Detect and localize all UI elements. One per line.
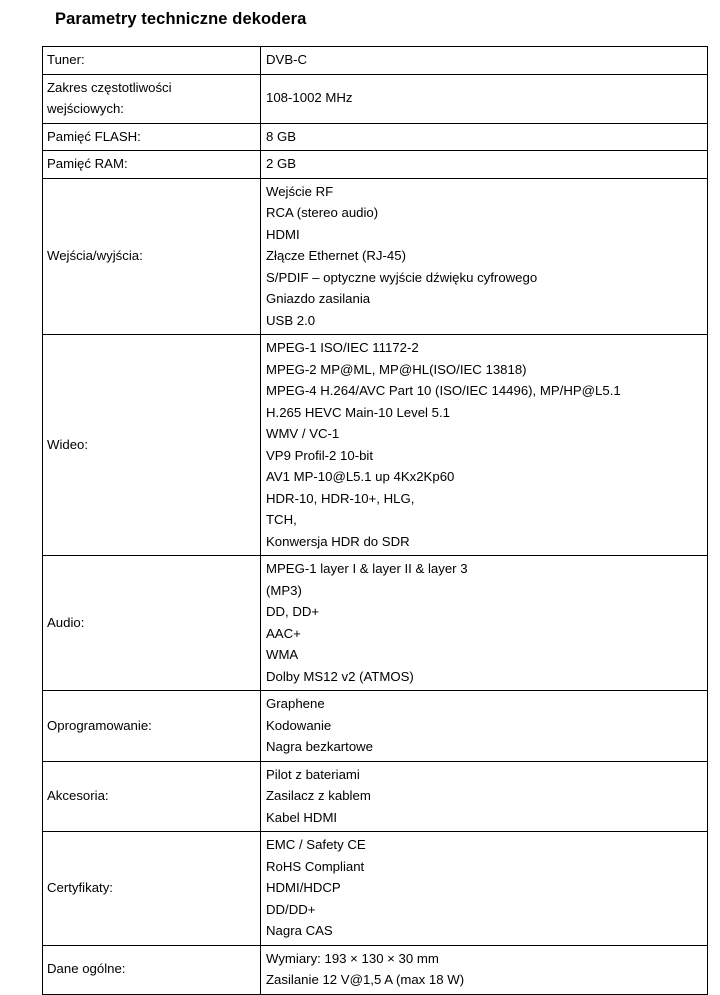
table-row [43,47,708,75]
spec-label-cell [43,761,261,832]
table-row [43,945,708,994]
specs-table-body [43,47,708,995]
spec-value-cell [261,945,708,994]
spec-value-line: Dolby MS12 v2 (ATMOS) [266,668,414,684]
spec-label-line: wejściowych: [47,101,124,116]
spec-label [43,783,260,810]
spec-value-cell [261,761,708,832]
spec-label-cell [43,691,261,762]
spec-value [261,335,707,555]
spec-value-line: USB 2.0 [266,312,316,328]
spec-value [261,762,707,832]
spec-label-line: Wideo: [47,436,89,452]
spec-label-cell [43,178,261,335]
spec-value-line: AV1 MP-10@L5.1 up 4Kx2Kp60 [266,469,455,484]
spec-label-line: Pamięć RAM: [47,156,128,171]
spec-label [43,151,260,178]
spec-value [261,832,707,945]
spec-label [43,610,260,637]
spec-value [261,691,707,761]
spec-label-cell [43,74,261,123]
spec-label [43,243,260,270]
table-row [43,335,708,556]
spec-label [43,432,260,459]
table-row [43,761,708,832]
spec-value-line: RoHS Compliant [266,858,365,874]
spec-value-line: Wejście RF [266,183,334,199]
spec-value [261,946,707,994]
spec-value-cell [261,74,708,123]
spec-value-line: Gniazdo zasilania [266,291,371,306]
page-title: Parametry techniczne dekodera [55,10,307,28]
spec-value-line: EMC / Safety CE [266,837,366,852]
spec-value-line: DVB-C [266,52,308,67]
spec-label-line: Akcesoria: [47,788,109,803]
spec-label-cell [43,556,261,691]
spec-value [261,124,707,151]
spec-value-line: Złącze Ethernet (RJ-45) [266,248,406,263]
spec-value-cell [261,178,708,335]
spec-value-line: Konwersja HDR do SDR [266,533,410,549]
spec-value-line: Wymiary: 193 × 130 × 30 mm [266,950,439,966]
spec-label [43,47,260,74]
spec-value [261,179,707,335]
table-row [43,556,708,691]
spec-label-line: Certyfikaty: [47,880,113,895]
spec-value-line: VP9 Profil-2 10-bit [266,447,374,463]
spec-label [43,75,260,123]
spec-value-line: Pilot z bateriami [266,766,360,782]
spec-value-line: HDMI [266,226,300,242]
spec-label [43,956,260,983]
spec-value-line: Nagra bezkartowe [266,739,374,754]
spec-label-line: Dane ogólne: [47,961,126,977]
spec-value [261,151,707,178]
technical-specs-table [42,46,708,995]
spec-value-line: Kabel HDMI [266,809,338,825]
spec-value-cell [261,691,708,762]
spec-value [261,85,707,112]
spec-value-line: Nagra CAS [266,923,333,938]
spec-label-line: Audio: [47,614,85,630]
spec-label-cell [43,945,261,994]
spec-label-cell [43,47,261,75]
table-row [43,178,708,335]
table-row [43,691,708,762]
spec-value-line: HDMI/HDCP [266,880,341,895]
spec-label [43,875,260,902]
spec-label-cell [43,123,261,151]
spec-label-line: Wejścia/wyjścia: [47,248,143,263]
spec-value-line: TCH, [266,512,297,527]
spec-label-line: Tuner: [47,52,85,67]
spec-value-line: DD, DD+ [266,604,320,619]
spec-value [261,47,707,74]
spec-label-cell [43,832,261,946]
spec-label-line: Oprogramowanie: [47,717,152,733]
spec-value-cell [261,151,708,179]
spec-label-cell [43,335,261,556]
spec-value-line: WMV / VC-1 [266,426,340,441]
spec-value-line: S/PDIF – optyczne wyjście dźwięku cyfrowego [266,269,538,285]
spec-label-line: Zakres częstotliwości [47,79,172,95]
spec-value-line: 8 GB [266,128,297,144]
spec-value-line: MPEG-4 H.264/AVC Part 10 (ISO/IEC 14496), MP/HP@L5.1 [266,383,621,398]
spec-label [43,124,260,151]
spec-value-line: Kodowanie [266,717,332,733]
spec-value-line: DD/DD+ [266,901,316,917]
spec-value-line: MPEG-1 ISO/IEC 11172-2 [266,340,419,355]
spec-value [261,556,707,690]
spec-value-line: AAC+ [266,625,301,641]
spec-value-line: (MP3) [266,582,302,598]
spec-value-line: H.265 HEVC Main-10 Level 5.1 [266,404,450,420]
spec-value-line: WMA [266,647,299,662]
spec-value-line: MPEG-1 layer I & layer II & layer 3 [266,561,468,576]
spec-label [43,713,260,740]
spec-value-line: RCA (stereo audio) [266,205,379,220]
table-row [43,74,708,123]
spec-value-line: 2 GB [266,156,297,171]
spec-value-cell [261,47,708,75]
table-row [43,123,708,151]
spec-value-cell [261,556,708,691]
spec-value-line: Zasilacz z kablem [266,788,371,803]
table-row [43,151,708,179]
spec-value-cell [261,832,708,946]
spec-value-line: Graphene [266,696,325,711]
spec-value-line: Zasilanie 12 V@1,5 A (max 18 W) [266,972,465,987]
spec-value-line: 108-1002 MHz [266,90,353,106]
spec-value-line: MPEG-2 MP@ML, MP@HL(ISO/IEC 13818) [266,361,527,377]
spec-value-line: HDR-10, HDR-10+, HLG, [266,490,415,506]
spec-label-cell [43,151,261,179]
spec-value-cell [261,335,708,556]
table-row [43,832,708,946]
spec-value-cell [261,123,708,151]
spec-label-line: Pamięć FLASH: [47,128,141,144]
